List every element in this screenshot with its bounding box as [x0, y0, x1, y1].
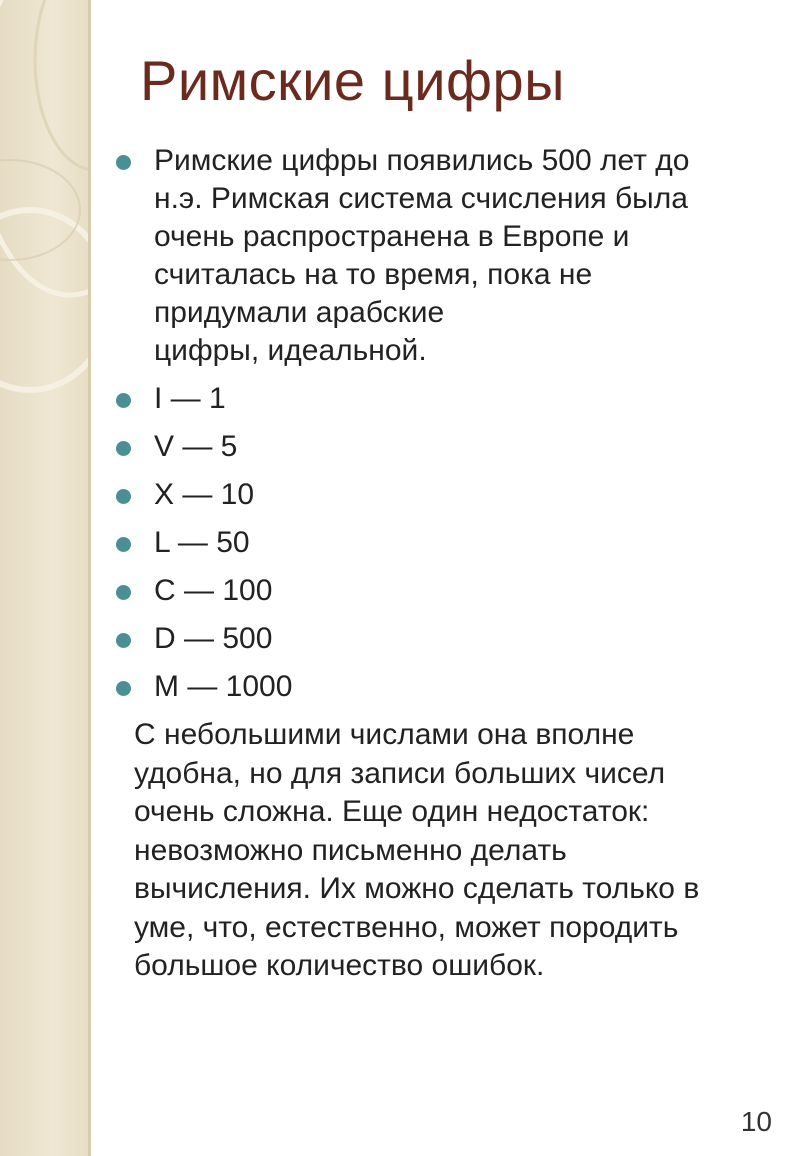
slide-title: Римские цифры	[140, 49, 565, 112]
intro-line: очень распространена в Европе и	[154, 220, 630, 253]
bullet-item-numeral	[110, 620, 760, 658]
bullet-item-intro	[110, 142, 760, 370]
numeral-text: I — 1	[154, 382, 226, 415]
closing-line: С небольшими числами она вполне	[134, 718, 635, 751]
closing-line: большое количество ошибок.	[134, 949, 545, 982]
bullet-dot-icon	[116, 441, 131, 456]
bullet-dot-icon	[116, 633, 131, 648]
bullet-dot-icon	[116, 393, 131, 408]
closing-line: невозможно письменно делать	[134, 833, 567, 867]
decorative-rings	[0, 0, 88, 1156]
numeral-text: M — 1000	[154, 670, 293, 703]
bullet-item-numeral	[110, 380, 760, 418]
decorative-side-band	[0, 0, 91, 1156]
bullet-dot-icon	[116, 489, 131, 504]
closing-line: очень сложна. Еще один недостаток:	[134, 795, 650, 828]
intro-line: придумали арабские	[154, 296, 445, 329]
numeral-text: V — 5	[154, 430, 238, 463]
bullet-dot-icon	[116, 681, 131, 696]
intro-line: считалась на то время, пока не	[154, 258, 593, 291]
numeral-text: X — 10	[154, 478, 255, 511]
closing-line: уме, что, естественно, может породить	[134, 910, 679, 944]
bullet-item-numeral	[110, 524, 760, 562]
intro-line: н.э. Римская система счисления была	[154, 182, 688, 215]
numeral-text: D — 500	[154, 622, 273, 655]
bullet-dot-icon	[116, 537, 131, 552]
page-number: 10	[740, 1106, 772, 1137]
numeral-text: C — 100	[154, 574, 273, 607]
intro-line: цифры, идеальной.	[154, 334, 427, 367]
intro-line: Римские цифры появились 500 лет до	[154, 144, 690, 177]
bullet-item-numeral	[110, 428, 760, 466]
closing-line: удобна, но для записи больших чисел	[134, 756, 666, 790]
bullet-item-numeral	[110, 668, 760, 706]
numeral-text: L — 50	[154, 526, 250, 559]
bullet-item-numeral	[110, 572, 760, 610]
bullet-item-numeral	[110, 476, 760, 514]
slide-content	[110, 142, 760, 986]
closing-line: вычисления. Их можно сделать только в	[134, 872, 700, 905]
bullet-list	[110, 142, 760, 706]
closing-paragraph	[110, 716, 774, 986]
bullet-dot-icon	[116, 155, 131, 170]
bullet-dot-icon	[116, 585, 131, 600]
